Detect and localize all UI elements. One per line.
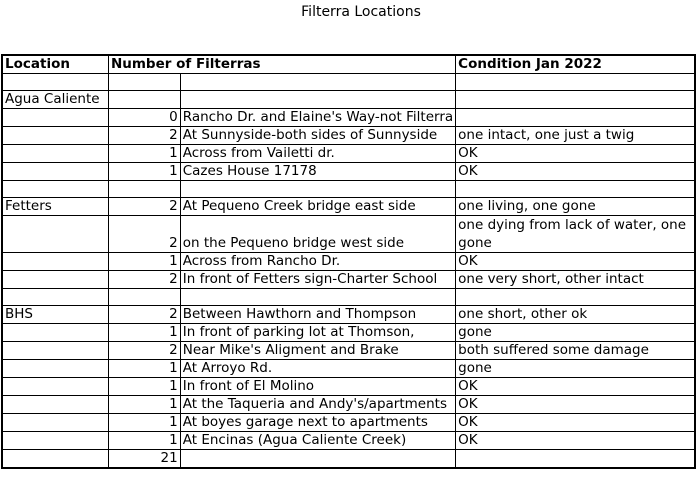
table-row <box>2 91 695 109</box>
location-cell[interactable] <box>2 414 108 432</box>
description-cell[interactable]: In front of Fetters sign-Charter School <box>180 271 455 289</box>
description-cell[interactable] <box>180 289 455 306</box>
condition-cell[interactable] <box>456 181 695 198</box>
location-cell[interactable] <box>2 360 108 378</box>
location-cell[interactable] <box>2 342 108 360</box>
count-cell[interactable]: 1 <box>108 396 180 414</box>
description-cell[interactable]: Cazes House 17178 <box>180 163 455 181</box>
description-cell[interactable]: In front of parking lot at Thomson, <box>180 324 455 342</box>
condition-cell[interactable]: gone <box>456 324 695 342</box>
condition-cell[interactable]: one very short, other intact <box>456 271 695 289</box>
condition-cell[interactable]: OK <box>456 414 695 432</box>
count-cell[interactable]: 21 <box>108 450 180 469</box>
table-row <box>2 432 695 450</box>
table-row <box>2 163 695 181</box>
header-location: Location <box>2 55 108 74</box>
description-cell[interactable]: Between Hawthorn and Thompson <box>180 306 455 324</box>
description-cell[interactable]: At boyes garage next to apartments <box>180 414 455 432</box>
table-row <box>2 271 695 289</box>
table-row <box>2 378 695 396</box>
condition-cell[interactable]: OK <box>456 378 695 396</box>
table-row <box>2 216 695 253</box>
condition-cell[interactable]: OK <box>456 432 695 450</box>
condition-cell[interactable]: one intact, one just a twig <box>456 127 695 145</box>
table-row <box>2 181 695 198</box>
count-cell[interactable]: 2 <box>108 342 180 360</box>
condition-cell[interactable] <box>456 289 695 306</box>
description-cell[interactable]: Rancho Dr. and Elaine's Way-not Filterra <box>180 109 455 127</box>
location-cell[interactable] <box>2 216 108 253</box>
condition-cell[interactable] <box>456 74 695 91</box>
count-cell[interactable]: 1 <box>108 145 180 163</box>
description-cell[interactable]: At the Taqueria and Andy's/apartments <box>180 396 455 414</box>
location-cell[interactable]: Fetters <box>2 198 108 216</box>
condition-cell[interactable]: one dying from lack of water, one gone <box>456 216 695 253</box>
table-row <box>2 74 695 91</box>
condition-cell[interactable]: one living, one gone <box>456 198 695 216</box>
count-cell[interactable]: 2 <box>108 216 180 253</box>
count-cell[interactable]: 0 <box>108 109 180 127</box>
condition-cell[interactable]: OK <box>456 396 695 414</box>
condition-cell[interactable]: OK <box>456 253 695 271</box>
count-cell[interactable]: 2 <box>108 306 180 324</box>
description-cell[interactable] <box>180 91 455 109</box>
table-row <box>2 253 695 271</box>
table-row <box>2 324 695 342</box>
table-row <box>2 450 695 469</box>
count-cell[interactable]: 2 <box>108 271 180 289</box>
count-cell[interactable]: 1 <box>108 414 180 432</box>
description-cell[interactable]: At Pequeno Creek bridge east side <box>180 198 455 216</box>
description-cell[interactable]: At Sunnyside-both sides of Sunnyside <box>180 127 455 145</box>
description-cell[interactable]: Near Mike's Aligment and Brake <box>180 342 455 360</box>
header-condition: Condition Jan 2022 <box>456 55 695 74</box>
location-cell[interactable] <box>2 145 108 163</box>
count-cell[interactable]: 1 <box>108 253 180 271</box>
count-cell[interactable] <box>108 181 180 198</box>
table-row <box>2 360 695 378</box>
location-cell[interactable]: BHS <box>2 306 108 324</box>
filterra-table <box>1 54 696 469</box>
description-cell[interactable] <box>180 450 455 469</box>
location-cell[interactable]: Agua Caliente <box>2 91 108 109</box>
description-cell[interactable] <box>180 181 455 198</box>
description-cell[interactable]: Across from Rancho Dr. <box>180 253 455 271</box>
location-cell[interactable] <box>2 74 108 91</box>
count-cell[interactable] <box>108 91 180 109</box>
location-cell[interactable] <box>2 324 108 342</box>
description-cell[interactable] <box>180 74 455 91</box>
table-row <box>2 414 695 432</box>
condition-cell[interactable]: OK <box>456 163 695 181</box>
location-cell[interactable] <box>2 378 108 396</box>
location-cell[interactable] <box>2 271 108 289</box>
condition-cell[interactable]: one short, other ok <box>456 306 695 324</box>
table-row <box>2 342 695 360</box>
table-row <box>2 289 695 306</box>
description-cell[interactable]: Across from Vailetti dr. <box>180 145 455 163</box>
count-cell[interactable]: 2 <box>108 127 180 145</box>
count-cell[interactable] <box>108 74 180 91</box>
count-cell[interactable]: 2 <box>108 198 180 216</box>
count-cell[interactable]: 1 <box>108 432 180 450</box>
table-row <box>2 396 695 414</box>
location-cell[interactable] <box>2 432 108 450</box>
condition-cell[interactable] <box>456 109 695 127</box>
table-row <box>2 109 695 127</box>
table-row <box>2 198 695 216</box>
count-cell[interactable]: 1 <box>108 324 180 342</box>
location-cell[interactable] <box>2 181 108 198</box>
condition-cell[interactable]: OK <box>456 145 695 163</box>
condition-cell[interactable]: both suffered some damage <box>456 342 695 360</box>
table-row <box>2 145 695 163</box>
location-cell[interactable] <box>2 450 108 469</box>
count-cell[interactable]: 1 <box>108 360 180 378</box>
header-number: Number of Filterras <box>108 55 455 74</box>
location-cell[interactable] <box>2 396 108 414</box>
location-cell[interactable] <box>2 127 108 145</box>
condition-cell[interactable] <box>456 91 695 109</box>
description-cell[interactable]: on the Pequeno bridge west side <box>180 216 455 253</box>
condition-cell[interactable]: gone <box>456 360 695 378</box>
condition-cell[interactable] <box>456 450 695 469</box>
page-title: Filterra Locations <box>301 4 421 20</box>
description-cell[interactable]: At Encinas (Agua Caliente Creek) <box>180 432 455 450</box>
location-cell[interactable] <box>2 109 108 127</box>
table-row <box>2 306 695 324</box>
description-cell[interactable]: At Arroyo Rd. <box>180 360 455 378</box>
table-row <box>2 127 695 145</box>
location-cell[interactable] <box>2 163 108 181</box>
count-cell[interactable]: 1 <box>108 163 180 181</box>
count-cell[interactable] <box>108 289 180 306</box>
count-cell[interactable]: 1 <box>108 378 180 396</box>
location-cell[interactable] <box>2 289 108 306</box>
description-cell[interactable]: In front of El Molino <box>180 378 455 396</box>
header-row <box>2 55 695 74</box>
location-cell[interactable] <box>2 253 108 271</box>
